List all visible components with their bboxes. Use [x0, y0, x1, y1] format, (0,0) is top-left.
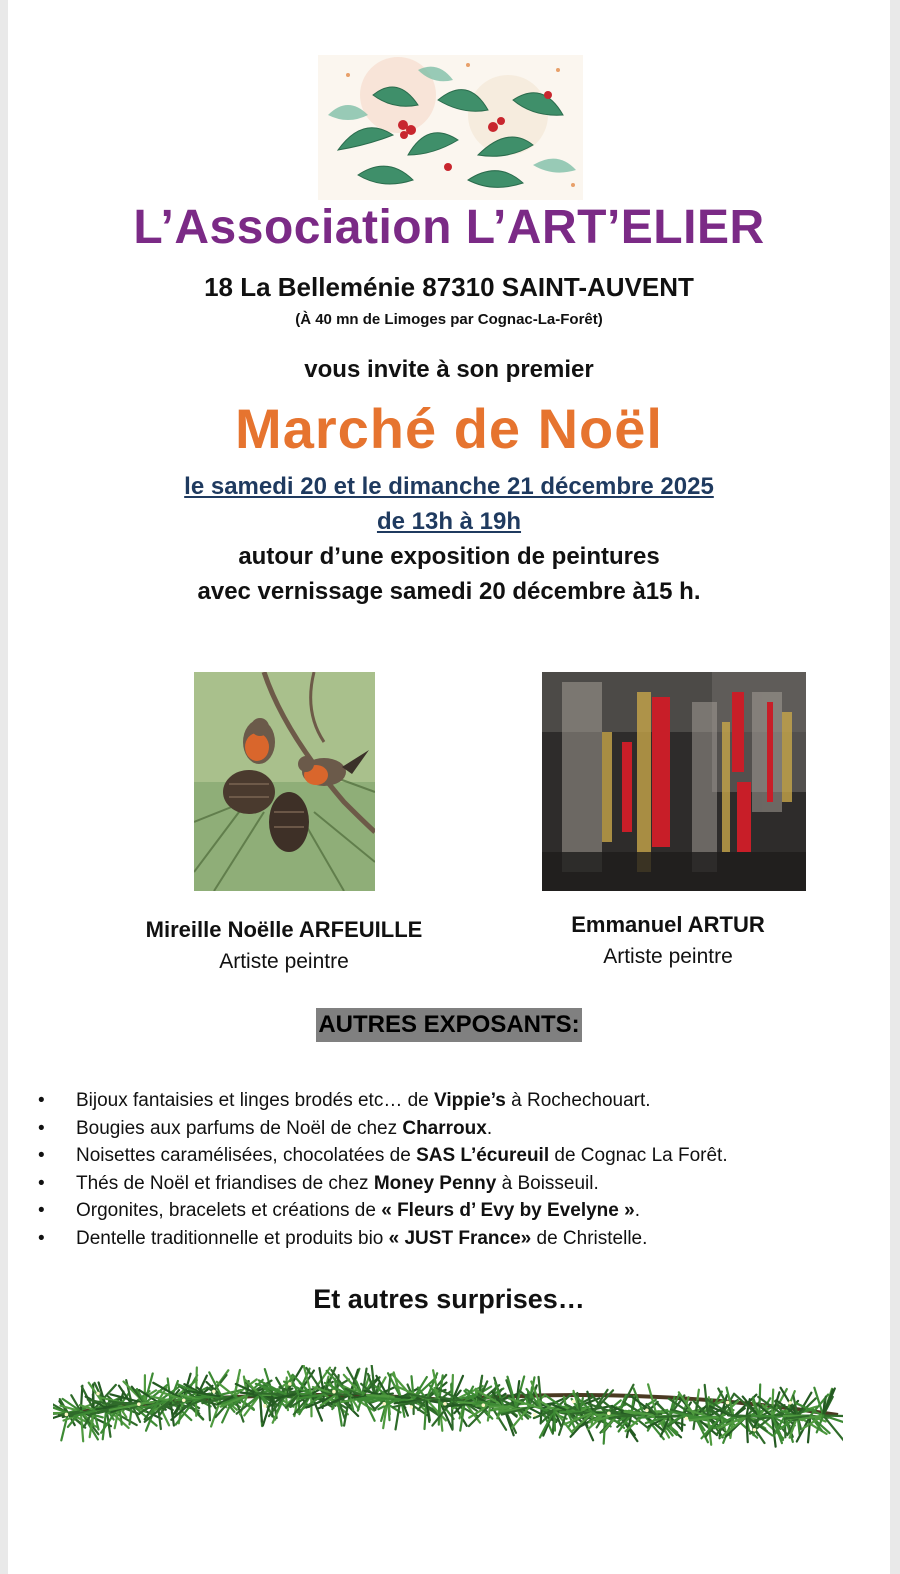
- garland-light: [263, 1404, 267, 1408]
- garland-light: [481, 1403, 485, 1407]
- pine-needle: [823, 1415, 843, 1416]
- bullet-icon: •: [38, 1090, 45, 1111]
- pine-needle: [772, 1390, 773, 1417]
- address: 18 La Belleménie 87310 SAINT-AUVENT: [204, 272, 694, 302]
- exhibition-line-2: avec vernissage samedi 20 décembre à15 h.: [197, 578, 701, 605]
- association-title: L’Association L’ART’ELIER: [133, 201, 765, 254]
- bullet-icon: •: [38, 1117, 45, 1139]
- garland-light: [137, 1402, 141, 1406]
- exhibitors-heading: AUTRES EXPOSANTS:: [316, 1008, 581, 1042]
- event-hours: de 13h à 19h: [376, 508, 522, 535]
- garland-light: [645, 1409, 649, 1413]
- pine-needle: [458, 1402, 478, 1403]
- exhibition-line-1: autour d’une exposition de peintures: [238, 543, 660, 570]
- artist-name-2: Emmanuel ARTUR: [571, 912, 765, 937]
- bullet-icon: •: [38, 1172, 45, 1194]
- holly-decoration-icon: [318, 55, 583, 200]
- garland-light: [443, 1402, 447, 1406]
- list-item: • Bijoux fantaisies et linges brodés etc… de Vippie’s à Rochechouart.: [38, 1087, 878, 1115]
- flyer-page: [8, 0, 890, 1574]
- garland-light: [332, 1390, 336, 1394]
- artist-name-1: Mireille Noëlle ARFEUILLE: [145, 917, 423, 942]
- list-item: • Noisettes caramélisées, chocolatées de SAS L’écureuil de Cognac La Forêt.: [38, 1142, 878, 1170]
- garland-light: [182, 1398, 186, 1402]
- artist-role-2: Artiste peintre: [603, 945, 733, 968]
- bullet-icon: •: [38, 1145, 45, 1166]
- robin-painting-image: [194, 672, 375, 891]
- artist-role-1: Artiste peintre: [219, 950, 349, 973]
- event-dates: le samedi 20 et le dimanche 21 décembre 2025: [184, 473, 714, 500]
- list-item: • Dentelle traditionnelle et produits bio « JUST France» de Christelle.: [38, 1225, 878, 1253]
- garland-light: [726, 1401, 730, 1405]
- garland-light: [572, 1400, 576, 1404]
- list-item: • Bougies aux parfums de Noël de chez Charroux.: [38, 1115, 878, 1143]
- bullet-icon: •: [38, 1227, 45, 1249]
- pine-garland-icon: [53, 1365, 843, 1465]
- pine-needle: [759, 1385, 760, 1417]
- pine-needle: [286, 1378, 287, 1395]
- closing-text: Et autres surprises…: [313, 1284, 585, 1314]
- list-item: • Thés de Noël et friandises de chez Money Penny à Boisseuil.: [38, 1170, 878, 1198]
- garland-light: [753, 1428, 757, 1432]
- pine-needle: [168, 1378, 171, 1400]
- exhibitors-heading-wrap: [8, 1008, 890, 1042]
- garland-light: [409, 1405, 413, 1409]
- garland-light: [65, 1413, 69, 1417]
- event-title: Marché de Noël: [235, 397, 663, 460]
- garland-light: [607, 1411, 611, 1415]
- pine-needle: [746, 1417, 747, 1442]
- garland-light: [288, 1382, 292, 1386]
- garland-light: [96, 1392, 100, 1396]
- exhibitors-list: [38, 1087, 878, 1252]
- invite-text: vous invite à son premier: [304, 356, 594, 383]
- garland-light: [685, 1417, 689, 1421]
- bullet-icon: •: [38, 1200, 45, 1221]
- pine-needle: [327, 1394, 350, 1395]
- pine-needle: [656, 1416, 683, 1417]
- directions: (À 40 mn de Limoges par Cognac-La-Forêt): [295, 311, 603, 328]
- garland-light: [382, 1402, 386, 1406]
- pine-needle: [196, 1367, 197, 1398]
- garland-light: [212, 1390, 216, 1394]
- abstract-painting-image: [542, 672, 806, 891]
- list-item: • Orgonites, bracelets et créations de « Fleurs d’ Evy by Evelyne ».: [38, 1197, 878, 1225]
- pine-needle: [554, 1410, 555, 1431]
- garland-light: [533, 1413, 537, 1417]
- garland-light: [788, 1401, 792, 1405]
